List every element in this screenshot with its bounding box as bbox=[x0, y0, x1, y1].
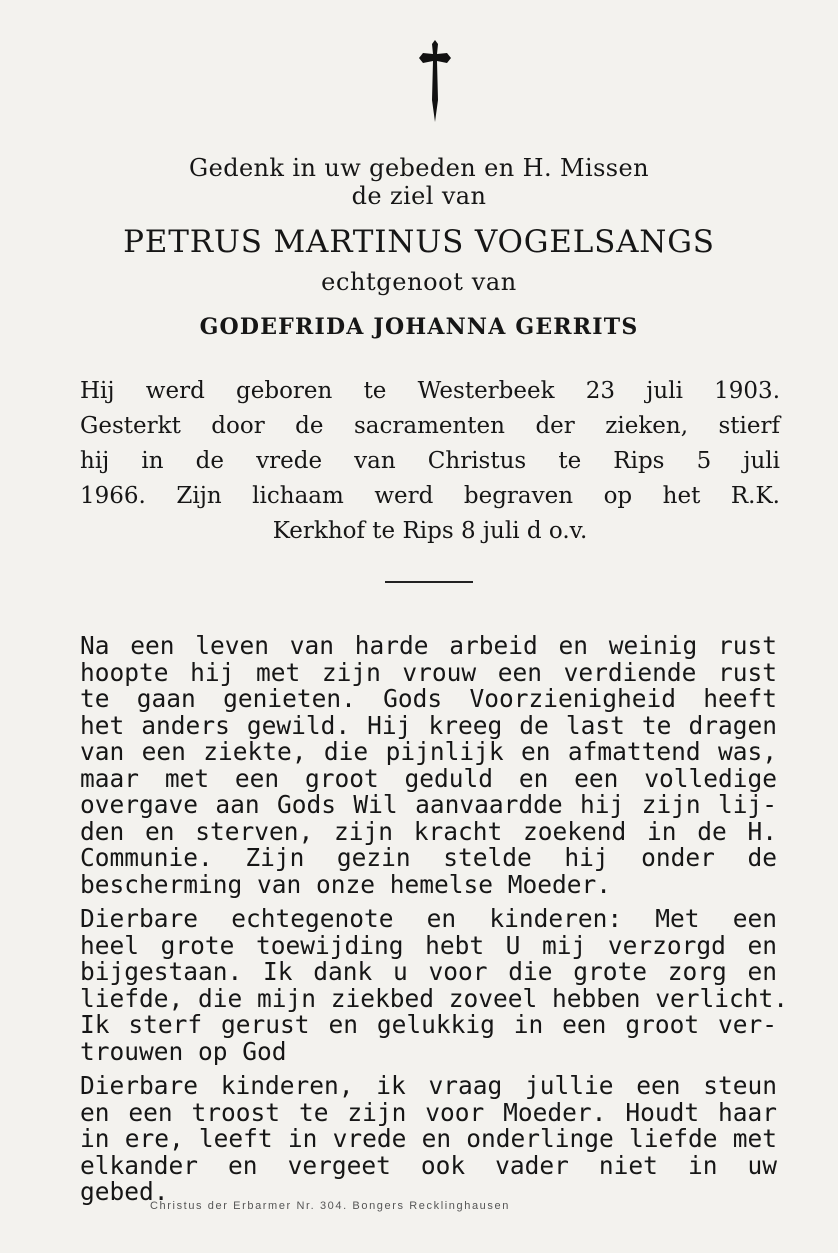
spouse-label: echtgenoot van bbox=[321, 268, 517, 296]
paragraph-line: Communie. Zijn gezin stelde hij onder de bbox=[80, 843, 777, 872]
printer-imprint: Christus der Erbarmer Nr. 304. Bongers Recklinghausen bbox=[150, 1200, 510, 1212]
paragraph-line: gebed. bbox=[80, 1177, 169, 1206]
biography-line: Gesterkt door de sacramenten der zieken, stierf bbox=[80, 413, 780, 439]
paragraph-line: den en sterven, zijn kracht zoekend in de H. bbox=[80, 816, 777, 846]
paragraph-line: bijgestaan. Ik dank u voor die grote zorg en bbox=[80, 957, 777, 986]
biography-line: Kerkhof te Rips 8 juli d o.v. bbox=[272, 518, 588, 544]
paragraph-line: liefde, die mijn ziekbed zoveel hebben verlicht. bbox=[80, 983, 789, 1013]
spouse-name: GODEFRIDA JOHANNA GERRITS bbox=[199, 314, 639, 340]
intro-line-2: de ziel van bbox=[351, 182, 487, 210]
paragraph-line: van een ziekte, die pijnlijk en afmattend was, bbox=[80, 737, 777, 766]
paragraph-line: trouwen op God bbox=[80, 1036, 287, 1066]
paragraph-line: en een troost te zijn voor Moeder. Houdt haar bbox=[80, 1097, 777, 1127]
paragraph-line: elkander en vergeet ook vader niet in uw bbox=[80, 1150, 777, 1180]
paragraph-line: maar met een groot geduld en een volledige bbox=[80, 763, 777, 793]
biography-line: hij in de vrede van Christus te Rips 5 juli bbox=[80, 448, 780, 474]
intro-line-1: Gedenk in uw gebeden en H. Missen bbox=[189, 154, 649, 182]
deceased-name: PETRUS MARTINUS VOGELSANGS bbox=[123, 224, 715, 260]
biography bbox=[80, 374, 780, 549]
divider bbox=[385, 581, 473, 583]
paragraph-line: overgave aan Gods Wil aanvaardde hij zijn lij- bbox=[80, 790, 777, 819]
paragraph-line: bescherming van onze hemelse Moeder. bbox=[80, 869, 612, 899]
paragraph-line: Ik sterf gerust en gelukkig in een groot ver- bbox=[80, 1010, 777, 1039]
cross-icon bbox=[415, 40, 455, 122]
paragraph-line: hoopte hij met zijn vrouw een verdiende rust bbox=[80, 657, 777, 687]
paragraph-line: Dierbare echtegenote en kinderen: Met een bbox=[80, 904, 777, 933]
paragraph-line: Dierbare kinderen, ik vraag jullie een steun bbox=[80, 1071, 777, 1100]
paragraph-line: te gaan genieten. Gods Voorzienigheid heeft bbox=[80, 684, 777, 713]
biography-line: 1966. Zijn lichaam werd begraven op het R.K. bbox=[80, 483, 780, 509]
paragraph-line: het anders gewild. Hij kreeg de last te dragen bbox=[80, 710, 777, 740]
biography-line: Hij werd geboren te Westerbeek 23 juli 1903. bbox=[80, 378, 780, 404]
paragraph-line: Na een leven van harde arbeid en weinig rust bbox=[80, 631, 777, 660]
paragraph-children bbox=[80, 1073, 777, 1206]
paragraph-line: heel grote toewijding hebt U mij verzorgd en bbox=[80, 930, 777, 960]
paragraph-spouse-children bbox=[80, 904, 789, 1066]
paragraph-life bbox=[80, 633, 777, 898]
paragraph-line: in ere, leeft in vrede en onderlinge liefde met bbox=[80, 1124, 777, 1153]
